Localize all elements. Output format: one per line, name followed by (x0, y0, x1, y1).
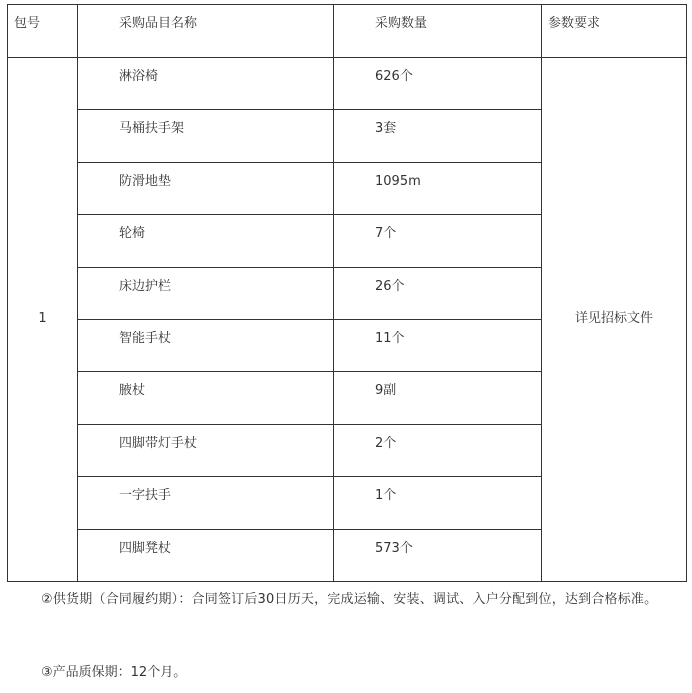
item-quantity: 1个 (375, 488, 397, 504)
item-name: 腋杖 (119, 383, 146, 399)
item-name-cell (78, 110, 334, 162)
item-name: 四脚凳杖 (119, 540, 172, 556)
item-name-cell (78, 424, 334, 476)
item-name-cell (78, 372, 334, 424)
item-quantity: 2个 (375, 435, 397, 451)
quantity-cell (334, 110, 542, 162)
procurement-table (7, 4, 687, 582)
delivery-period-note: ②供货期（合同履约期）：合同签订后30日历天，完成运输、安装、调试、入户分配到位，达到合格标准。 (41, 592, 658, 607)
item-name-cell (78, 267, 334, 319)
item-quantity: 626个 (375, 69, 413, 84)
quantity-cell (334, 58, 542, 110)
item-quantity: 11个 (375, 330, 405, 346)
header-package (8, 5, 78, 58)
warranty-period-note: ③产品质保期：12个月。 (41, 665, 187, 680)
header-package-label: 包号 (14, 16, 41, 31)
quantity-cell (334, 215, 542, 267)
item-name-cell (78, 162, 334, 214)
package-number-cell (8, 58, 78, 582)
item-name: 淋浴椅 (119, 69, 159, 84)
item-quantity: 9副 (375, 383, 397, 399)
package-number: 1 (38, 311, 47, 327)
header-requirements-label: 参数要求 (548, 16, 601, 31)
item-name: 马桶扶手架 (119, 121, 185, 137)
item-name-cell (78, 58, 334, 110)
item-name: 四脚带灯手杖 (119, 435, 198, 451)
header-quantity-label: 采购数量 (375, 16, 428, 31)
item-quantity: 3套 (375, 121, 397, 137)
quantity-cell (334, 162, 542, 214)
item-quantity: 26个 (375, 278, 405, 294)
header-requirements (542, 5, 687, 58)
item-name: 一字扶手 (119, 488, 172, 504)
item-quantity: 1095m (375, 173, 421, 189)
quantity-cell (334, 372, 542, 424)
quantity-cell (334, 424, 542, 476)
item-name: 床边护栏 (119, 278, 172, 294)
item-name-cell (78, 319, 334, 371)
requirements-text: 详见招标文件 (574, 311, 653, 327)
quantity-cell (334, 529, 542, 581)
item-name: 防滑地垫 (119, 173, 172, 189)
header-item-name-label: 采购品目名称 (119, 16, 198, 31)
item-name: 轮椅 (119, 226, 146, 242)
item-name-cell (78, 529, 334, 581)
table-row (8, 58, 687, 110)
item-quantity: 573个 (375, 540, 413, 556)
quantity-cell (334, 319, 542, 371)
header-item-name (78, 5, 334, 58)
item-name-cell (78, 477, 334, 529)
item-name: 智能手杖 (119, 330, 172, 346)
item-quantity: 7个 (375, 226, 397, 242)
quantity-cell (334, 267, 542, 319)
table-header-row (8, 5, 687, 58)
requirements-cell (542, 58, 687, 582)
item-name-cell (78, 215, 334, 267)
quantity-cell (334, 477, 542, 529)
header-quantity (334, 5, 542, 58)
